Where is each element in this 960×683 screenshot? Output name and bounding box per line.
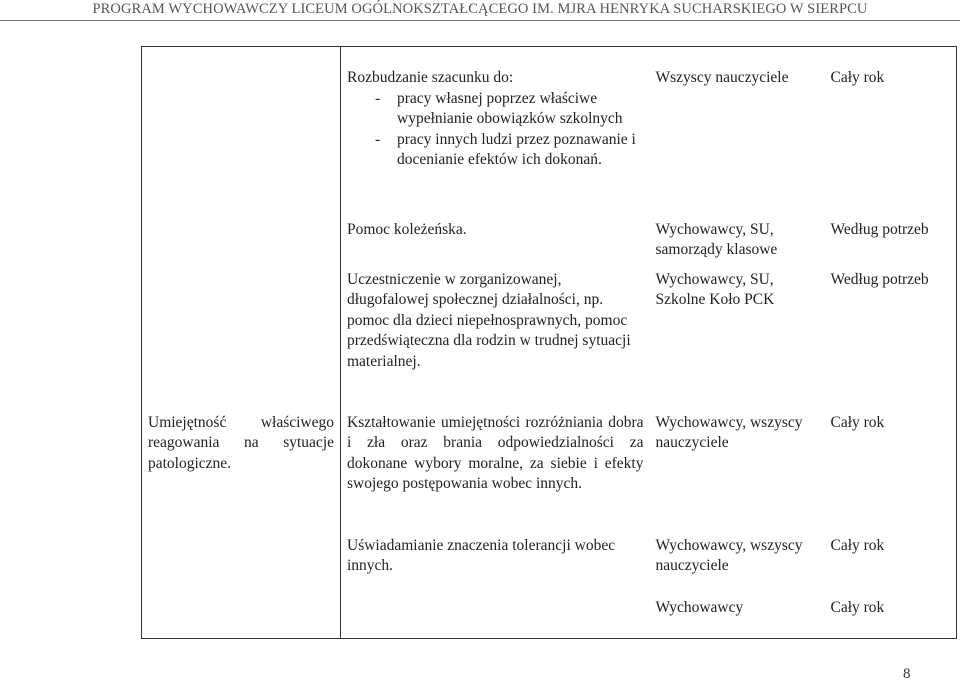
table-row xyxy=(142,536,957,598)
date-cell: Według potrzeb xyxy=(830,270,929,288)
goal-cell xyxy=(142,220,341,270)
task-intro: Rozbudzanie szacunku do: xyxy=(347,69,514,86)
list-dash: - xyxy=(375,89,381,107)
program-table xyxy=(141,46,957,639)
task-cell xyxy=(341,47,650,220)
task-cell xyxy=(341,598,650,639)
responsible-cell: Wychowawcy xyxy=(655,598,744,616)
task-list xyxy=(347,89,644,171)
page-number: 8 xyxy=(903,666,911,682)
responsible-cell: Wychowawcy, SU, samorządy klasowe xyxy=(655,220,778,258)
task-cell: Pomoc koleżeńska. xyxy=(347,220,467,238)
goal-cell: Umiejętność właściwego reagowania na sytuacje patologiczne. xyxy=(142,413,341,536)
goal-cell xyxy=(142,536,341,598)
responsible-cell: Wychowawcy, wszyscy nauczyciele xyxy=(655,413,803,451)
table-row xyxy=(142,413,957,536)
table-row xyxy=(142,220,957,270)
date-cell: Cały rok xyxy=(830,598,885,616)
responsible-cell: Wszyscy nauczyciele xyxy=(655,69,789,86)
list-item xyxy=(347,130,644,171)
date-cell: Cały rok xyxy=(830,69,885,86)
list-item-text: pracy innych ludzi przez poznawanie i docenianie efektów ich dokonań. xyxy=(397,130,636,168)
table-row xyxy=(142,598,957,639)
goal-cell xyxy=(142,47,341,220)
list-item-text: pracy własnej poprzez właściwe wypełnianie obowiązków szkolnych xyxy=(397,89,623,127)
task-cell: Uświadamianie znaczenia tolerancji wobec innych. xyxy=(347,536,616,574)
task-cell: Kształtowanie umiejętności rozróżniania dobra i zła oraz brania odpowiedzialności za dokonane wybory moralne, za siebie i efekty swojego postępowania wobec innych. xyxy=(347,413,644,492)
goal-cell xyxy=(142,598,341,639)
running-header: PROGRAM WYCHOWAWCZY LICEUM OGÓLNOKSZTAŁCĄCEGO IM. MJRA HENRYKA SUCHARSKIEGO W SIERPCU xyxy=(92,1,868,17)
table-row xyxy=(142,47,957,220)
list-item xyxy=(347,89,644,130)
responsible-cell: Wychowawcy, SU, Szkolne Koło PCK xyxy=(655,270,775,308)
list-dash: - xyxy=(375,130,381,148)
responsible-cell: Wychowawcy, wszyscy nauczyciele xyxy=(655,536,803,574)
task-cell: Uczestniczenie w zorganizowanej, długofalowej społecznej działalności, np. pomoc dla dzieci niepełnosprawnych, pomoc przedświąteczna dla rodzin w trudnej sytuacji materialnej. xyxy=(347,270,631,370)
date-cell: Według potrzeb xyxy=(830,220,929,238)
goal-cell xyxy=(142,270,341,413)
header-rule xyxy=(0,20,960,21)
date-cell: Cały rok xyxy=(830,536,885,554)
table-row xyxy=(142,270,957,413)
date-cell: Cały rok xyxy=(830,413,885,431)
